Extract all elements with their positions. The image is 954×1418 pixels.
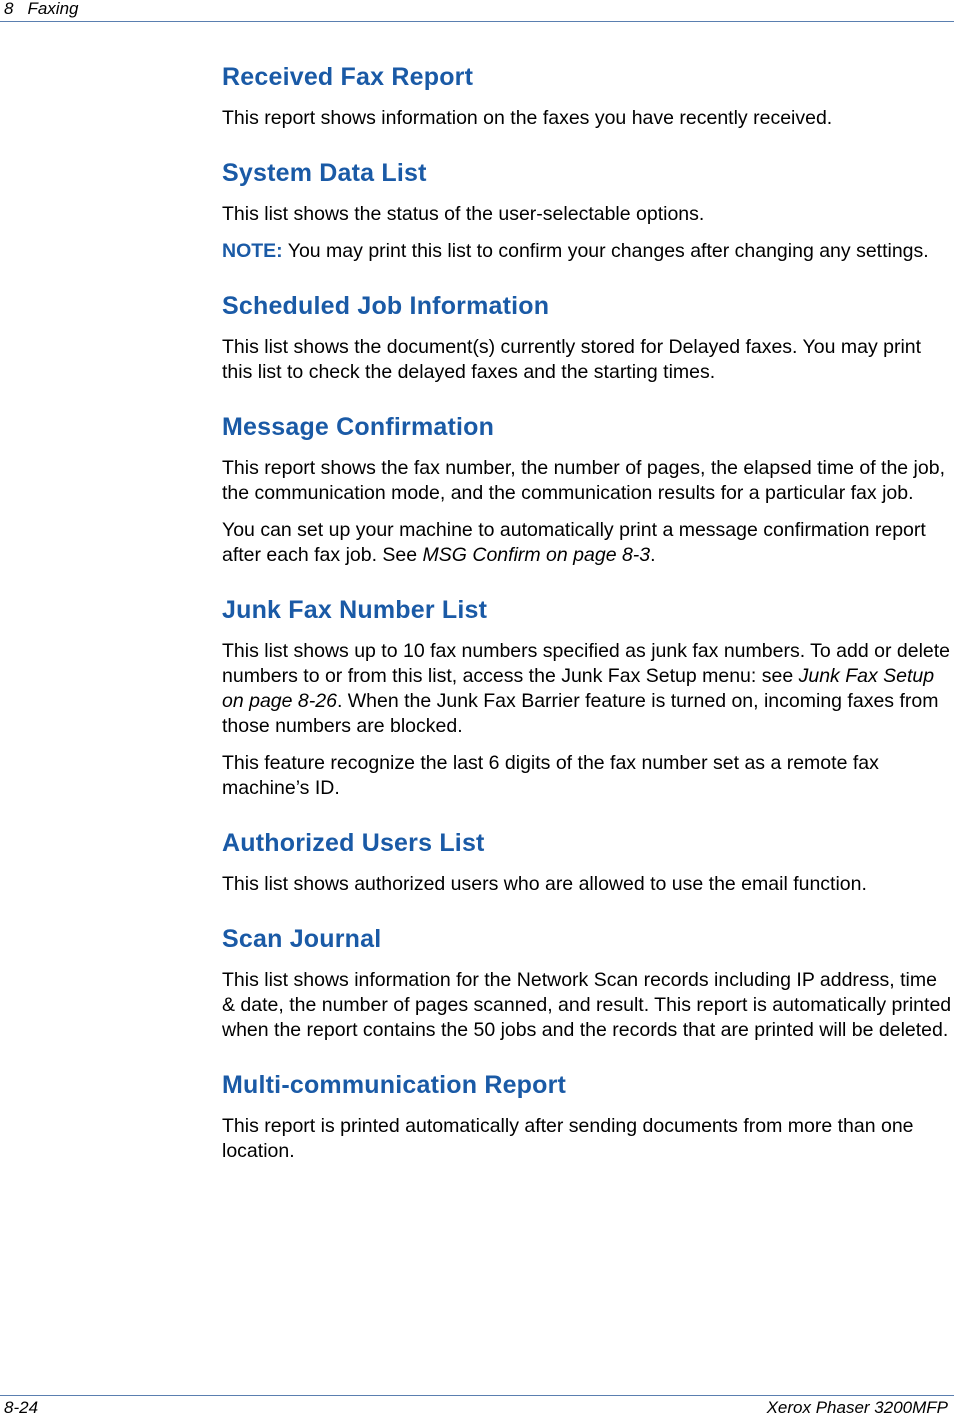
note-label: NOTE: [222, 240, 283, 262]
section-heading: Scan Journal [222, 925, 382, 953]
section-heading: System Data List [222, 159, 427, 187]
paragraph: This report shows information on the faxes you have recently received. [222, 107, 833, 129]
paragraph [222, 518, 952, 568]
text-run: This list shows up to 10 fax numbers specified as junk fax numbers. To add or delete numbers to or from this list, access the Junk Fax Setup menu: see [222, 640, 951, 687]
section-heading: Authorized Users List [222, 829, 485, 857]
section-heading: Message Confirmation [222, 413, 495, 441]
section-heading: Received Fax Report [222, 63, 474, 91]
paragraph: This feature recognize the last 6 digits of the fax number set as a remote fax machine’s ID. [222, 752, 879, 799]
section-heading: Junk Fax Number List [222, 596, 488, 624]
product-name: Xerox Phaser 3200MFP [766, 1398, 948, 1417]
section-scheduled-job-information [222, 291, 952, 385]
section-heading: Multi-communication Report [222, 1071, 567, 1099]
paragraph [222, 639, 952, 739]
page-number: 8-24 [4, 1398, 39, 1417]
running-header [4, 0, 79, 22]
section-multi-communication-report [222, 1070, 952, 1164]
section-junk-fax-number-list [222, 595, 952, 801]
chapter-number: 8 [4, 0, 14, 18]
paragraph: This list shows the status of the user-selectable options. [222, 203, 705, 225]
paragraph: This report shows the fax number, the number of pages, the elapsed time of the job, the communication mode, and the communication results for a particular fax job. [222, 457, 945, 504]
section-authorized-users-list [222, 828, 952, 897]
text-run: . [650, 544, 656, 566]
section-received-fax-report [222, 62, 952, 131]
section-message-confirmation [222, 412, 952, 568]
section-system-data-list [222, 158, 952, 264]
text-run: . When the Junk Fax Barrier feature is turned on, incoming faxes from those numbers are blocked. [222, 690, 939, 737]
paragraph: This list shows authorized users who are allowed to use the email function. [222, 873, 867, 895]
paragraph: This list shows information for the Network Scan records including IP address, time & date, the number of pages scanned, and result. This report is automatically printed when the report contains the 50 jobs and the records that are printed will be deleted. [222, 969, 952, 1041]
cross-reference-link[interactable]: MSG Confirm on page 8-3 [422, 544, 651, 566]
section-heading: Scheduled Job Information [222, 292, 550, 320]
footer-rule [0, 1395, 954, 1396]
cross-reference-link[interactable]: Junk Fax Setup on page 8-26 [222, 665, 935, 712]
paragraph: This report is printed automatically after sending documents from more than one location. [222, 1115, 914, 1162]
chapter-title: Faxing [27, 0, 79, 18]
page-content [222, 62, 952, 1191]
note-text: You may print this list to confirm your changes after changing any settings. [282, 240, 929, 262]
paragraph: This list shows the document(s) currently stored for Delayed faxes. You may print this list to check the delayed faxes and the starting times. [222, 336, 922, 383]
section-scan-journal [222, 924, 952, 1043]
header-rule [0, 21, 954, 22]
note [222, 239, 952, 264]
text-run: You can set up your machine to automatically print a message confirmation report after each fax job. See [222, 519, 926, 566]
